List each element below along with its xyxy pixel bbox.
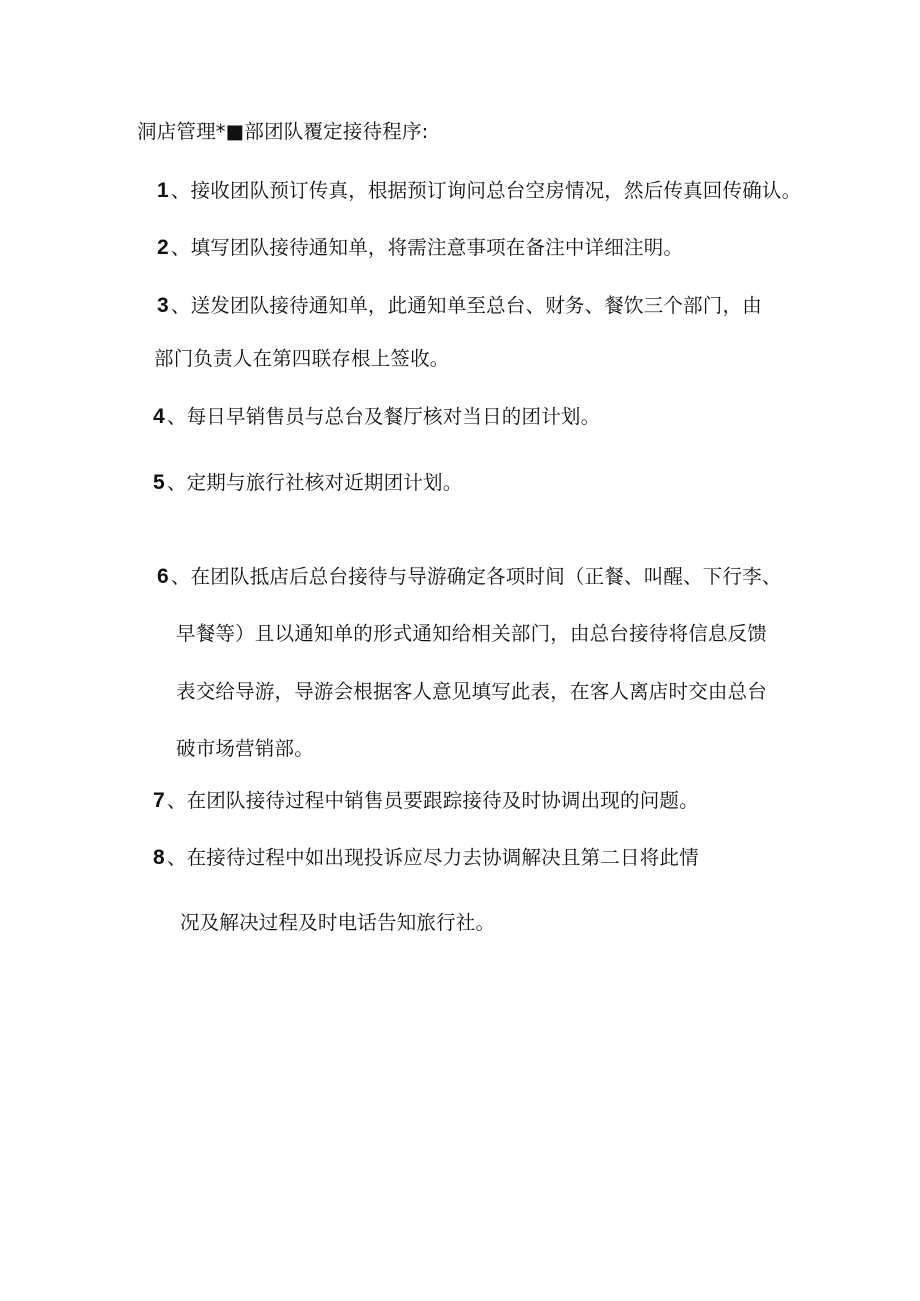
- list-item: [157, 235, 683, 261]
- item-number: 6: [157, 565, 169, 588]
- item-text: 、填写团队接待通知单，将需注意事项在备注中详细注明。: [170, 236, 684, 259]
- item-text: 、每日早销售员与总台及餐厅核对当日的团计划。: [166, 405, 601, 428]
- item-continuation: 部门负责人在第四联存根上签收。: [154, 347, 450, 370]
- list-item: [157, 564, 782, 590]
- list-item: [153, 788, 699, 814]
- item-continuation: 况及解决过程及时电话告知旅行社。: [180, 911, 496, 934]
- item-number: 4: [153, 405, 165, 428]
- item-text: 、接收团队预订传真，根据预订询问总台空房情况，然后传真回传确认。: [170, 179, 802, 202]
- item-continuation: 表交给导游，导游会根据客人意见填写此表，在客人离店时交由总台: [176, 680, 768, 703]
- item-number: 2: [157, 236, 169, 259]
- item-number: 7: [153, 789, 165, 812]
- item-text: 、送发团队接待通知单，此通知单至总台、财务、餐饮三个部门，由: [170, 294, 762, 317]
- list-item: [153, 404, 600, 430]
- item-number: 1: [157, 179, 169, 202]
- item-text: 、在接待过程中如出现投诉应尽力去协调解决且第二日将此情: [166, 846, 699, 869]
- list-item: [157, 293, 762, 319]
- item-text: 、在团队接待过程中销售员要跟踪接待及时协调出现的问题。: [166, 789, 699, 812]
- item-text: 、定期与旅行社核对近期团计划。: [166, 471, 463, 494]
- document-title: 洞店管理*■部团队覆定接待程序:: [137, 120, 429, 143]
- list-item: [153, 845, 699, 871]
- list-item: [153, 470, 462, 496]
- item-number: 3: [157, 294, 169, 317]
- item-number: 5: [153, 471, 165, 494]
- item-continuation: 破市场营销部。: [176, 737, 314, 760]
- item-number: 8: [153, 846, 165, 869]
- item-continuation: 早餐等）且以通知单的形式通知给相关部门，由总台接待将信息反馈: [176, 622, 768, 645]
- item-text: 、在团队抵店后总台接待与导游确定各项时间（正餐、叫醒、下行李、: [170, 565, 782, 588]
- list-item: [157, 178, 801, 204]
